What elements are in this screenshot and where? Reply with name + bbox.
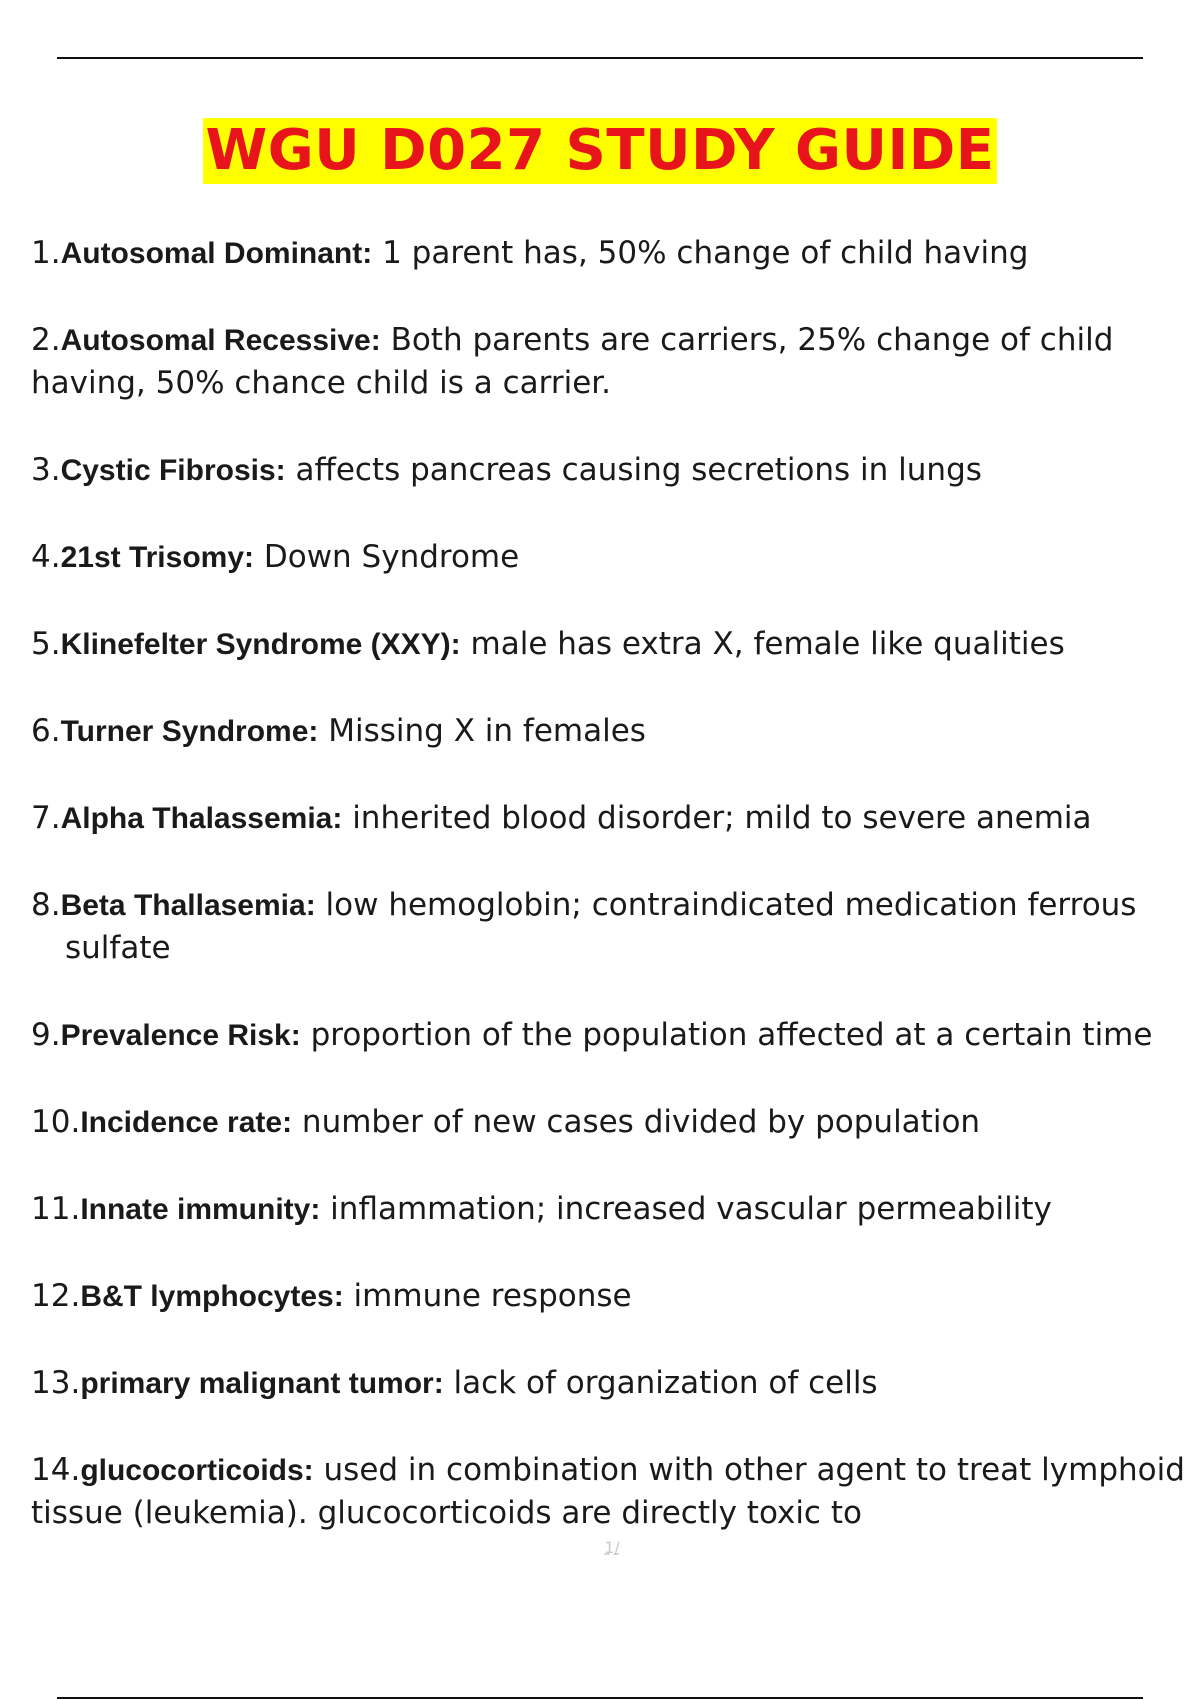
item-number: 12.	[31, 1278, 81, 1314]
item-number: 6.	[31, 713, 61, 749]
item-number: 8.	[31, 887, 61, 923]
item-term: Beta Thallasemia:	[60, 889, 316, 922]
item-number: 5.	[31, 626, 61, 662]
list-item	[31, 1362, 1200, 1405]
item-definition: Both parents are carriers, 25% change of child having, 50% chance child is a carrier.	[31, 322, 1114, 401]
list-item	[31, 884, 1200, 970]
item-definition: low hemoglobin; contraindicated medication ferrous sulfate	[65, 887, 1137, 966]
item-term: Autosomal Dominant:	[60, 237, 373, 270]
item-term: primary malignant tumor:	[80, 1367, 444, 1400]
item-definition: inherited blood disorder; mild to severe anemia	[342, 800, 1092, 836]
list-item	[31, 1101, 1200, 1144]
item-number: 3.	[31, 452, 61, 488]
item-number: 1.	[31, 235, 61, 271]
item-definition: number of new cases divided by population	[292, 1104, 981, 1140]
item-term: Alpha Thalassemia:	[60, 802, 343, 835]
item-definition: used in combination with other agent to treat lymphoid tissue (leukemia). glucocorticoids are directly toxic to	[31, 1452, 1185, 1531]
item-term: Turner Syndrome:	[60, 715, 319, 748]
study-guide-list	[31, 232, 1200, 1579]
page-number: 1/	[604, 1538, 620, 1557]
item-term: glucocorticoids:	[80, 1454, 314, 1487]
item-term: B&T lymphocytes:	[80, 1280, 344, 1313]
item-term: Incidence rate:	[80, 1106, 293, 1139]
page-title: WGU D027 STUDY GUIDE	[205, 118, 995, 183]
list-item	[31, 449, 1200, 492]
item-term: Cystic Fibrosis:	[60, 454, 286, 487]
list-item	[31, 797, 1200, 840]
list-item	[31, 1275, 1200, 1318]
list-item	[31, 536, 1200, 579]
item-definition: Missing X in females	[318, 713, 646, 749]
item-number: 14.	[31, 1452, 81, 1488]
item-definition: lack of organization of cells	[443, 1365, 878, 1401]
item-term: Innate immunity:	[80, 1193, 321, 1226]
item-term: Prevalence Risk:	[60, 1019, 301, 1052]
list-item	[31, 319, 1200, 405]
item-number: 11.	[31, 1191, 81, 1227]
list-item	[31, 1449, 1200, 1535]
list-item	[31, 710, 1200, 753]
item-number: 13.	[31, 1365, 81, 1401]
item-number: 7.	[31, 800, 61, 836]
item-definition: proportion of the population affected at a certain time	[300, 1017, 1153, 1053]
item-term: 21st Trisomy:	[60, 541, 254, 574]
list-item	[31, 623, 1200, 666]
item-definition: immune response	[343, 1278, 632, 1314]
item-definition: inflammation; increased vascular permeability	[320, 1191, 1052, 1227]
title-container	[0, 118, 1200, 184]
item-number: 4.	[31, 539, 61, 575]
item-number: 10.	[31, 1104, 81, 1140]
item-definition: Down Syndrome	[254, 539, 520, 575]
list-item	[31, 1188, 1200, 1231]
list-item	[31, 232, 1200, 275]
list-item	[31, 1014, 1200, 1057]
item-term: Autosomal Recessive:	[60, 324, 381, 357]
item-term: Klinefelter Syndrome (XXY):	[60, 628, 461, 661]
bottom-rule	[57, 1697, 1143, 1699]
item-number: 9.	[31, 1017, 61, 1053]
item-definition: 1 parent has, 50% change of child having	[372, 235, 1029, 271]
item-number: 2.	[31, 322, 61, 358]
top-rule	[57, 57, 1143, 59]
item-definition: male has extra X, female like qualities	[460, 626, 1065, 662]
item-definition: affects pancreas causing secretions in lungs	[285, 452, 982, 488]
